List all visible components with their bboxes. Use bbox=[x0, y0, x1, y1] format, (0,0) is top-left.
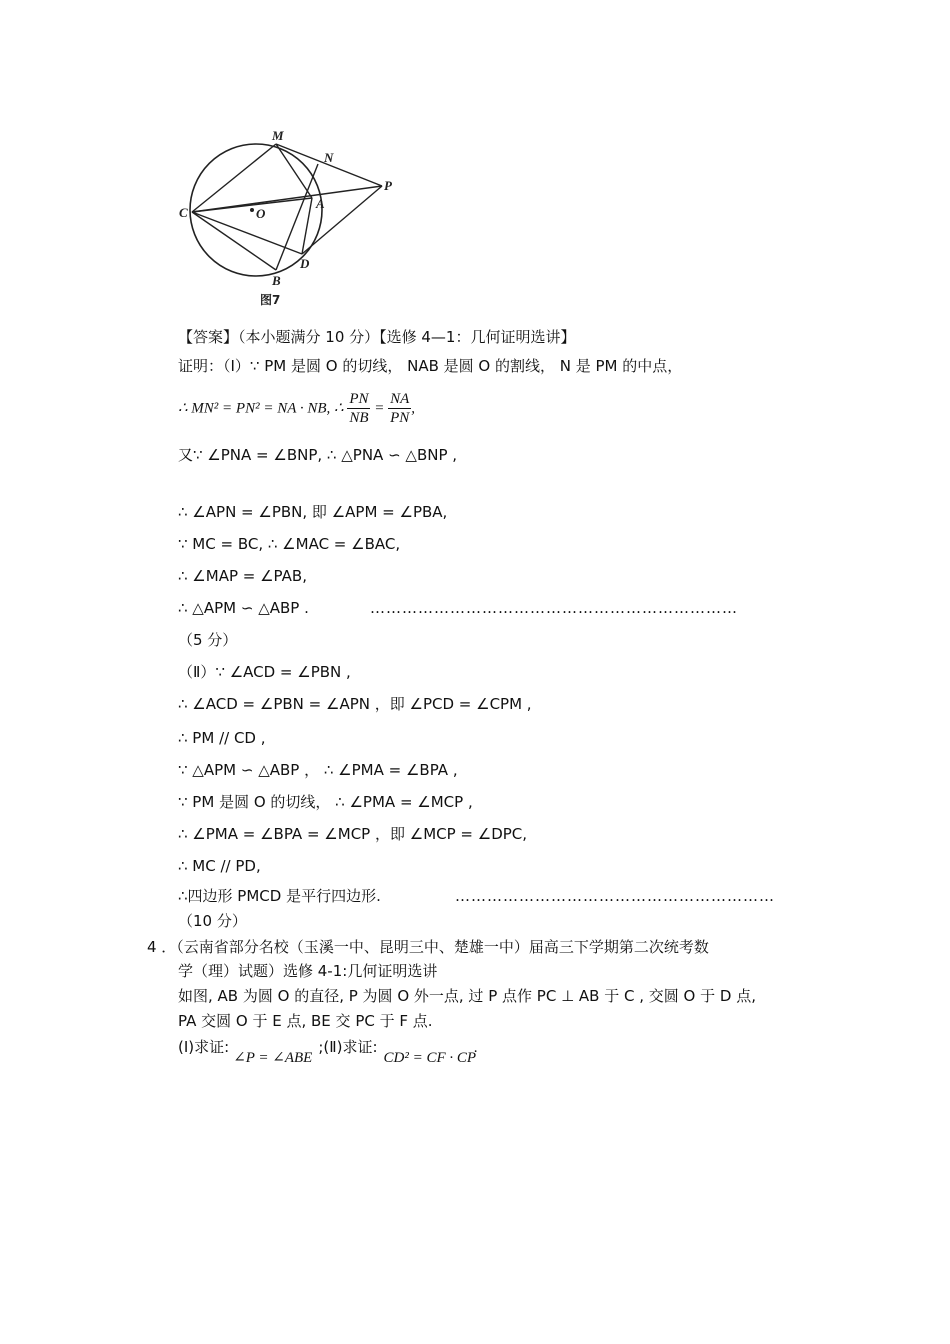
proof-line-4: ∴ ∠APN = ∠PBN, 即 ∠APM = ∠PBA, bbox=[178, 503, 448, 521]
proof-line-13: ∵ PM 是圆 O 的切线， ∴ ∠PMA = ∠MCP , bbox=[178, 793, 473, 811]
label-a: A bbox=[316, 196, 325, 211]
fraction-na-pn: $\frac{NA}{PN}$ bbox=[390, 391, 410, 426]
proof-line-9: （Ⅱ）∵ ∠ACD = ∠PBN , bbox=[178, 663, 351, 681]
proof-score-10: （10 分） bbox=[178, 912, 247, 930]
proof-line-7: ∴ △APM ∽ △ABP . bbox=[178, 599, 309, 617]
segment-pd bbox=[302, 186, 382, 254]
proof-dots-2: …………………………………………………… bbox=[455, 887, 775, 905]
label-m: M bbox=[272, 128, 284, 143]
proof-score-5: （5 分） bbox=[178, 631, 238, 649]
question-4-line-4: PA 交圆 O 于 E 点, BE 交 PC 于 F 点. bbox=[178, 1012, 433, 1030]
label-d: D bbox=[300, 256, 310, 271]
proof-line-5: ∵ MC = BC, ∴ ∠MAC = ∠BAC, bbox=[178, 535, 401, 553]
label-p: P bbox=[384, 178, 392, 193]
label-c: C bbox=[179, 205, 188, 220]
proof-line-15: ∴ MC // PD, bbox=[178, 857, 261, 875]
center-dot bbox=[250, 208, 254, 212]
answer-header: 【答案】（本小题满分 10 分）【选修 4—1：几何证明选讲】 bbox=[178, 328, 576, 346]
fraction-pn-nb: $\frac{PN}{NB}$ bbox=[349, 391, 369, 426]
question-4-line-3: 如图, AB 为圆 O 的直径, P 为圆 O 外一点, 过 P 点作 PC ⊥ AB 于 C , 交圆 O 于 D 点, bbox=[178, 987, 756, 1005]
proof-dots-1: …………………………………………………………… bbox=[370, 599, 738, 617]
proof-line-16: ∴四边形 PMCD 是平行四边形. bbox=[178, 887, 381, 905]
segment-ma bbox=[276, 144, 312, 198]
question-4-line-1: 4 ．（云南省部分名校（玉溪一中、昆明三中、楚雄一中）届高三下学期第二次统考数 bbox=[147, 938, 709, 956]
proof-line-6: ∴ ∠MAP = ∠PAB, bbox=[178, 567, 307, 585]
proof-line-12: ∵ △APM ∽ △ABP ， ∴ ∠PMA = ∠BPA , bbox=[178, 761, 458, 779]
proof-line-10: ∴ ∠ACD = ∠PBN = ∠APN ，即 ∠PCD = ∠CPM , bbox=[178, 695, 532, 713]
label-b: B bbox=[272, 273, 281, 288]
proof-line-1: 证明：（Ⅰ）∵ PM 是圆 O 的切线， NAB 是圆 O 的割线， N 是 PM 的中点， bbox=[178, 357, 683, 375]
figure-caption: 图7 bbox=[260, 293, 281, 307]
segment-ad bbox=[302, 198, 312, 254]
label-n: N bbox=[324, 150, 334, 165]
proof-line-11: ∴ PM // CD , bbox=[178, 729, 266, 747]
label-o: O bbox=[256, 206, 266, 221]
geometry-figure bbox=[178, 122, 428, 317]
question-4-line-5: (Ⅰ)求证:∠P = ∠ABE;(Ⅱ)求证:CD² = CF · CP. bbox=[178, 1038, 478, 1066]
question-4-line-2: 学（理）试题）选修 4-1:几何证明选讲 bbox=[178, 962, 438, 980]
proof-line-14: ∴ ∠PMA = ∠BPA = ∠MCP ，即 ∠MCP = ∠DPC, bbox=[178, 825, 528, 843]
proof-line-2: ∴ MN² = PN² = NA · NB, ∴ $\frac{PN}{NB}$ = $\frac{NA}{PN}$ , bbox=[178, 391, 416, 426]
segment-nb bbox=[276, 164, 318, 270]
proof-line-3: 又∵ ∠PNA = ∠BNP, ∴ △PNA ∽ △BNP , bbox=[178, 446, 458, 464]
